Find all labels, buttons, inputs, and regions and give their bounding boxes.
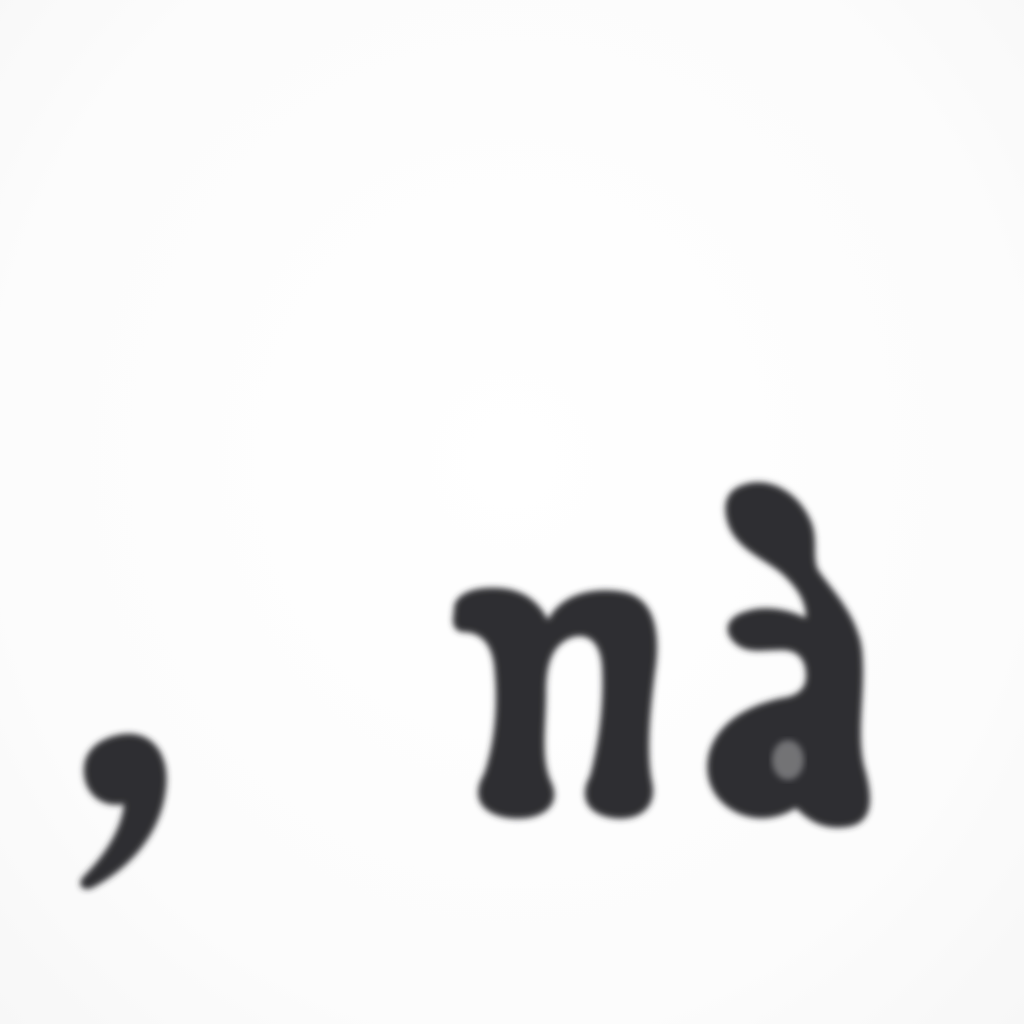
letter-a-counter [772,740,804,780]
letter-n-glyph [453,588,657,819]
comma-glyph [80,734,166,889]
